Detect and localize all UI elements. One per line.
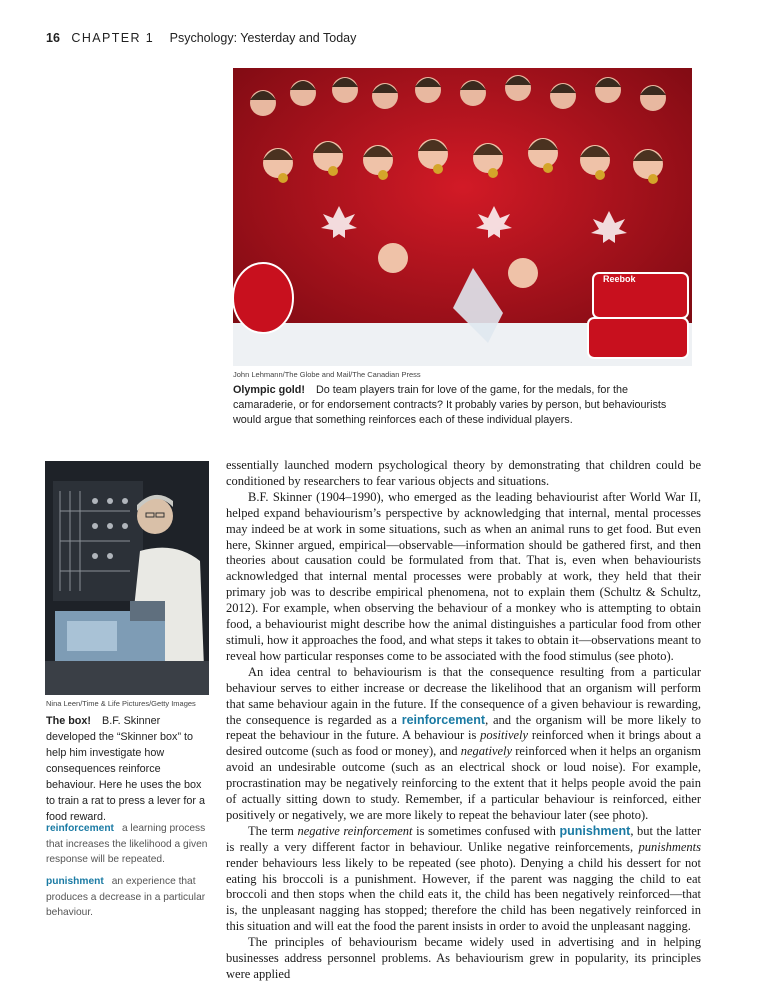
text-run: reinforced when it helps an organism avoid an undesirable outcome (such as an electrical shock or loud noise). For example, procrastination may be negatively reinforcing to the extent that it helps people avoid the pain of actually sitting down to study. Remember, if a particular behaviour is reinforced, either positively or negatively, we are more likely to repeat the behaviour later (see photo).: [226, 744, 701, 822]
body-paragraph: B.F. Skinner (1904–1990), who emerged as the leading behaviourist after World War II, helped expand behaviourism’s perspective by acknowledging that internal, mental processes may indeed be at work in some situations, such as when an animal runs to get food. But even here, Skinner argued, empirical—observable—information should be gathered first, and then theories about causation could be formulated from that. That is, even when behaviourists acknowledged that internal mental processes were probably at work, they held that their primary job was to describe empirical phenomena, not to explain them (Schultz & Schultz, 2012). For example, when observing the behaviour of a monkey who is attempting to obtain food, a behaviourist might describe how the animal distinguishes a particular food from other stimuli, how it approaches the food, and what steps it takes to obtain it—observations meant to reveal how particular responses come to be associated with the food stimulus (see photo).: [226, 489, 701, 663]
chapter-label: CHAPTER 1: [71, 31, 155, 45]
skinner-box-photo: [45, 461, 209, 695]
left-caption-text: B.F. Skinner developed the “Skinner box” to help him investigate how consequences reinforce behaviour. Here he uses the box to train a rat to press a lever for a food reward.: [46, 715, 206, 823]
glossary-definition: an experience that produces a decrease in a particular behaviour.: [46, 876, 206, 918]
glossary-term: punishment: [46, 876, 104, 887]
main-body-text: [226, 458, 701, 983]
text-run: reinforced when it brings about a desired outcome (such as food or money), and: [226, 728, 701, 759]
left-photo-credit: Nina Leen/Time & Life Pictures/Getty Images: [46, 699, 196, 708]
body-paragraph: [226, 665, 701, 824]
top-caption-text: Do team players train for love of the game, for the medals, for the camaraderie, or for endorsement contracts? It probably varies by person, but behaviourists would argue that something reinforces each of these individual players.: [233, 384, 667, 426]
text-run: , but the latter is really a very different factor in behaviour. Unlike negative reinforcements,: [226, 823, 702, 854]
emphasis-text: negatively: [460, 744, 513, 759]
chapter-title: Psychology: Yesterday and Today: [169, 31, 357, 45]
glossary-term: reinforcement: [46, 823, 114, 834]
emphasis-text: negative reinforcement: [297, 823, 413, 838]
top-photo-caption: [233, 383, 693, 428]
body-paragraph: The principles of behaviourism became widely used in advertising and in helping businesses address personnel problems. As behaviourism grew in popularity, its principles were applied: [226, 935, 701, 981]
body-paragraph: essentially launched modern psychological theory by demonstrating that children could be conditioned by researchers to fear various objects and situations.: [226, 458, 701, 488]
left-caption-title: The box!: [46, 715, 91, 727]
pad-brand-label: Reebok: [603, 274, 636, 284]
text-run: An idea central to behaviourism is that the consequence resulting from a particular behaviour serves to either increase or decrease the likelihood that an organism will perform that same behaviour again in the future. If the consequence of a given behaviour is rewarding, the consequence is regarded as a: [226, 664, 701, 727]
glossary-definition: a learning process that increases the likelihood a given response will be repeated.: [46, 823, 208, 865]
emphasis-text: positively: [480, 728, 529, 743]
key-term-punishment: punishment: [559, 823, 631, 838]
olympic-team-photo: [233, 68, 692, 366]
glossary-punishment: [46, 874, 211, 921]
top-caption-title: Olympic gold!: [233, 384, 305, 396]
text-run: , and the organism will be more likely to repeat the behaviour in the future. A behaviour is: [226, 712, 701, 743]
text-run: render behaviours less likely to be repeated (see photo). Denying a child his dessert for not eating his broccoli is a punishment. However, if the parent was nagging the child to eat broccoli and then stops when the child eats it, the child has been negatively reinforced—that is, the unpleasant nagging has stopped; therefore the child has been negatively reinforced in this situation and will eat the food the parent insists in order to avoid the unpleasant nagging.: [226, 855, 701, 934]
text-run: The term: [248, 823, 298, 838]
emphasis-text: punishments: [638, 839, 701, 854]
running-header: [46, 31, 356, 45]
skinner-photo-illustration: [45, 461, 209, 695]
top-photo-credit: John Lehmann/The Globe and Mail/The Canadian Press: [233, 370, 421, 379]
body-paragraph: [226, 824, 701, 935]
page-number: 16: [46, 31, 60, 45]
left-photo-caption: [46, 713, 210, 825]
team-photo-illustration: [233, 68, 692, 366]
text-run: is sometimes confused with: [412, 823, 560, 838]
glossary-reinforcement: [46, 821, 211, 868]
key-term-reinforcement: reinforcement: [401, 712, 486, 727]
